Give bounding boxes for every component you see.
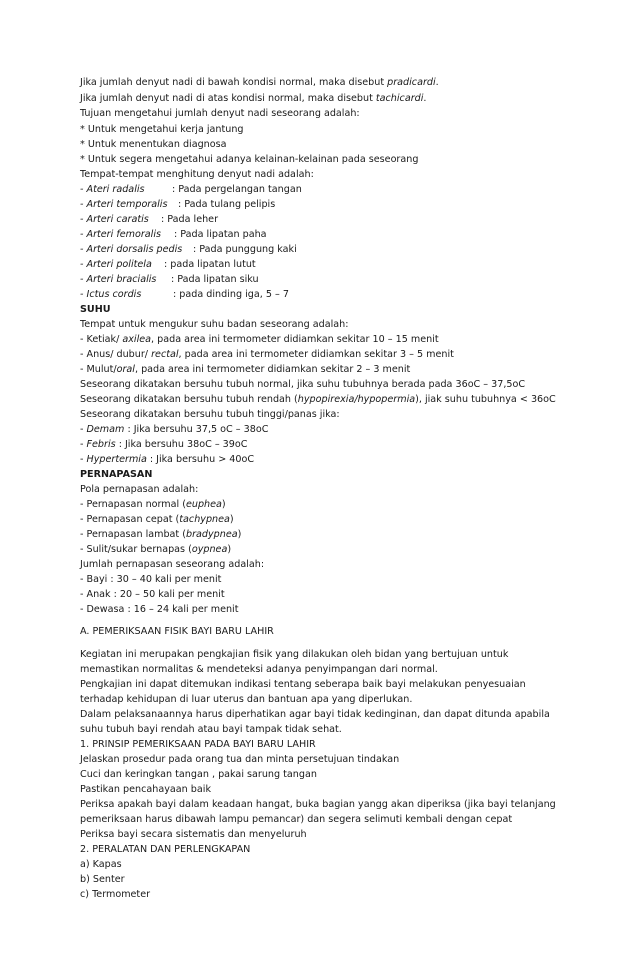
artery-location: : Pada lipatan paha xyxy=(174,229,267,240)
artery-location: : Pada leher xyxy=(161,214,219,225)
text: ) xyxy=(237,529,242,540)
jumlah-heading: Jumlah pernapasan seseorang adalah: xyxy=(80,559,265,570)
pernapasan-item xyxy=(80,514,234,526)
paragraph-line: pemeriksaan harus dibawah lampu pemancar) dan segera selimuti kembali dengan cepat xyxy=(80,814,513,825)
text: - Sulit/sukar bernapas ( xyxy=(80,544,192,555)
pernapasan-item xyxy=(80,544,231,556)
tempat-item xyxy=(80,274,259,286)
artery-location: : Pada tulang pelipis xyxy=(178,199,276,210)
pernapasan-item xyxy=(80,529,241,541)
text: , pada area ini termometer didiamkan sekitar 3 – 5 menit xyxy=(178,349,454,360)
artery-location: : Pada lipatan siku xyxy=(171,274,259,285)
paragraph-line: Dalam pelaksanaannya harus diperhatikan agar bayi tidak kedinginan, dan dapat ditunda apabila xyxy=(80,709,550,720)
artery-location: : Pada punggung kaki xyxy=(193,244,297,255)
tempat-heading: Tempat-tempat menghitung denyut nadi adalah: xyxy=(80,169,314,180)
suhu-normal: Seseorang dikatakan bersuhu tubuh normal, jika suhu tubuhnya berada pada 36oC – 37,5oC xyxy=(80,379,526,390)
artery-name: - Arteri caratis xyxy=(80,214,149,225)
suhu-intro: Tempat untuk mengukur suhu badan seseorang adalah: xyxy=(80,319,349,330)
subheading-peralatan: 2. PERALATAN DAN PERLENGKAPAN xyxy=(80,844,251,855)
paragraph-line: Kegiatan ini merupakan pengkajian fisik yang dilakukan oleh bidan yang bertujuan untuk xyxy=(80,649,509,660)
text: : Jika bersuhu > 40oC xyxy=(146,454,255,465)
tachicardi-line xyxy=(80,93,426,105)
text: : Jika bersuhu 37,5 oC – 38oC xyxy=(124,424,269,435)
paragraph-line: Periksa apakah bayi dalam keadaan hangat, buka bagian yangg akan diperiksa (jika bayi telanjang xyxy=(80,799,556,810)
term: tachypnea xyxy=(179,514,230,525)
text: Jika jumlah denyut nadi di atas kondisi normal, maka disebut xyxy=(80,93,376,104)
jumlah-item: - Bayi : 30 – 40 kali per menit xyxy=(80,574,222,585)
term: bradypnea xyxy=(185,529,238,540)
artery-name: - Ateri radalis xyxy=(80,184,145,195)
tempat-item xyxy=(80,289,289,301)
subheading-prinsip: 1. PRINSIP PEMERIKSAAN PADA BAYI BARU LAHIR xyxy=(80,739,316,750)
term-pradicardi: pradicardi xyxy=(387,77,436,88)
text: : Jika bersuhu 38oC – 39oC xyxy=(115,439,248,450)
tujuan-item: * Untuk mengetahui kerja jantung xyxy=(80,124,244,135)
suhu-ketiak xyxy=(80,334,439,346)
text: - Anus/ dubur/ xyxy=(80,349,152,360)
tempat-item xyxy=(80,244,297,256)
artery-location: : pada lipatan lutut xyxy=(164,259,256,270)
text: - Pernapasan lambat ( xyxy=(80,529,186,540)
suhu-febris xyxy=(80,439,247,451)
paragraph-line: Jelaskan prosedur pada orang tua dan minta persetujuan tindakan xyxy=(80,754,400,765)
paragraph-line: Pastikan pencahayaan baik xyxy=(80,784,211,795)
term: Febris xyxy=(86,439,116,450)
term: hypopirexia/hypopermia xyxy=(297,394,416,405)
section-heading-pernapasan: PERNAPASAN xyxy=(80,469,153,480)
section-heading-pemeriksaan: A. PEMERIKSAAN FISIK BAYI BARU LAHIR xyxy=(80,626,274,637)
text: - Pernapasan normal ( xyxy=(80,499,186,510)
artery-name: - Arteri temporalis xyxy=(80,199,168,210)
tempat-item xyxy=(80,199,276,211)
term: Demam xyxy=(86,424,125,435)
tempat-item xyxy=(80,259,256,271)
term: oypnea xyxy=(191,544,228,555)
text: - xyxy=(80,439,87,450)
text: - Ketiak/ xyxy=(80,334,123,345)
text: - xyxy=(80,454,87,465)
text: Seseorang dikatakan bersuhu tubuh rendah ( xyxy=(80,394,298,405)
paragraph-line: memastikan normalitas & mendeteksi adanya penyimpangan dari normal. xyxy=(80,664,438,675)
artery-name: - Ictus cordis xyxy=(80,289,142,300)
paragraph-line: Pengkajian ini dapat ditemukan indikasi tentang seberapa baik bayi melakukan penyesuaian xyxy=(80,679,526,690)
term: euphea xyxy=(185,499,222,510)
paragraph-line: Periksa bayi secara sistematis dan menyeluruh xyxy=(80,829,307,840)
suhu-demam xyxy=(80,424,268,436)
tempat-item xyxy=(80,229,267,241)
term: oral xyxy=(116,364,135,375)
text: ) xyxy=(229,514,234,525)
tujuan-heading: Tujuan mengetahui jumlah denyut nadi seseorang adalah: xyxy=(80,108,360,119)
artery-location: : Pada pergelangan tangan xyxy=(172,184,302,195)
term: rectal xyxy=(151,349,179,360)
artery-location: : pada dinding iga, 5 – 7 xyxy=(173,289,289,300)
term: Hypertermia xyxy=(86,454,147,465)
jumlah-item: - Dewasa : 16 – 24 kali per menit xyxy=(80,604,239,615)
artery-name: - Arteri bracialis xyxy=(80,274,157,285)
paragraph-line: Cuci dan keringkan tangan , pakai sarung tangan xyxy=(80,769,317,780)
tempat-item xyxy=(80,214,219,226)
pernapasan-intro: Pola pernapasan adalah: xyxy=(80,484,199,495)
list-item: b) Senter xyxy=(80,874,125,885)
paragraph-line: suhu tubuh bayi rendah atau bayi tampak tidak sehat. xyxy=(80,724,342,735)
text: - Pernapasan cepat ( xyxy=(80,514,180,525)
artery-name: - Arteri femoralis xyxy=(80,229,161,240)
text: , pada area ini termometer didiamkan sekitar 10 – 15 menit xyxy=(151,334,439,345)
list-item: c) Termometer xyxy=(80,889,151,900)
text: ), jiak suhu tubuhnya < 36oC xyxy=(415,394,556,405)
text: - Mulut/ xyxy=(80,364,117,375)
tempat-item xyxy=(80,184,302,196)
text: . xyxy=(435,77,439,88)
suhu-rendah xyxy=(80,394,556,406)
section-heading-suhu: SUHU xyxy=(80,304,111,315)
tujuan-item: * Untuk segera mengetahui adanya kelainan-kelainan pada seseorang xyxy=(80,154,419,165)
term-tachicardi: tachicardi xyxy=(375,93,424,104)
suhu-mulut xyxy=(80,364,410,376)
text: ) xyxy=(227,544,232,555)
text: . xyxy=(423,93,427,104)
suhu-anus xyxy=(80,349,454,361)
paragraph-line: terhadap kehidupan di luar uterus dan bantuan apa yang diperlukan. xyxy=(80,694,413,705)
jumlah-item: - Anak : 20 – 50 kali per menit xyxy=(80,589,225,600)
text: - xyxy=(80,424,87,435)
text: ) xyxy=(221,499,226,510)
artery-name: - Arteri dorsalis pedis xyxy=(80,244,183,255)
tujuan-item: * Untuk menentukan diagnosa xyxy=(80,139,227,150)
pernapasan-item xyxy=(80,499,226,511)
artery-name: - Arteri politela xyxy=(80,259,152,270)
text: , pada area ini termometer didiamkan sekitar 2 – 3 menit xyxy=(134,364,411,375)
pradicardi-line xyxy=(80,77,439,89)
list-item: a) Kapas xyxy=(80,859,122,870)
suhu-hypertermia xyxy=(80,454,254,466)
term: axilea xyxy=(122,334,152,345)
suhu-tinggi: Seseorang dikatakan bersuhu tubuh tinggi/panas jika: xyxy=(80,409,340,420)
text: Jika jumlah denyut nadi di bawah kondisi normal, maka disebut xyxy=(80,77,388,88)
